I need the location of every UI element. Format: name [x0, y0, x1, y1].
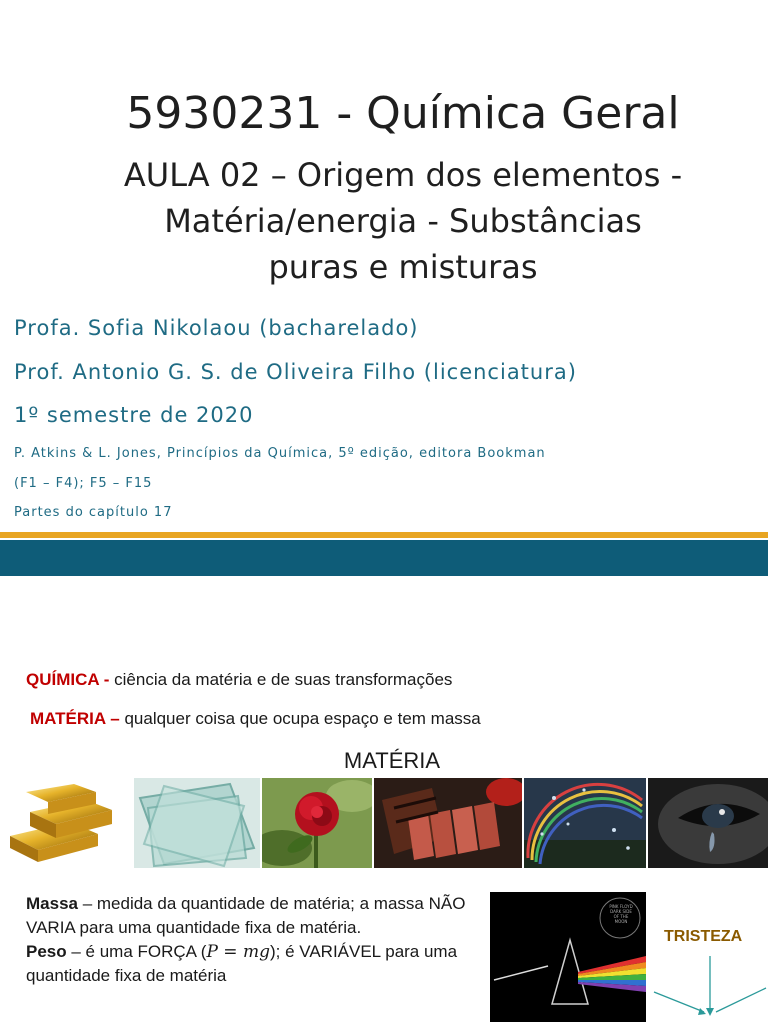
gold-bars-image — [0, 778, 132, 868]
materia-term: MATÉRIA – — [30, 709, 125, 728]
subtitle-line-3: puras e misturas — [268, 248, 538, 286]
dark-side-album-image — [490, 892, 646, 1022]
content-slide — [0, 576, 768, 1024]
accent-band-teal — [0, 540, 768, 576]
weight-formula: P = mg — [206, 942, 270, 962]
semester: 1º semestre de 2020 — [14, 403, 254, 427]
author-1: Profa. Sofia Nikolaou (bacharelado) — [14, 316, 419, 340]
massa-peso-text — [26, 892, 476, 988]
quimica-term: QUÍMICA - — [26, 670, 115, 689]
tristeza-label: TRISTEZA — [664, 928, 743, 945]
peso-term: Peso — [26, 942, 67, 961]
reference-book: P. Atkins & L. Jones, Princípios da Química, 5º edição, editora Bookman — [14, 446, 546, 461]
subtitle-line-2: Matéria/energia - Substâncias — [164, 202, 642, 240]
teardrop-eye-image — [648, 778, 768, 868]
rainbow-rain-image — [524, 778, 646, 868]
course-title: 5930231 - Química Geral — [126, 88, 680, 139]
glass-plates-image — [134, 778, 260, 868]
massa-definition: – medida da quantidade de matéria; a massa NÃO VARIA para uma quantidade fixa de matéria. — [26, 894, 466, 937]
album-cover-text: PINK FLOYD DARK SIDE OF THE MOON — [609, 904, 633, 924]
quimica-text: ciência da matéria e de suas transformações — [114, 670, 453, 689]
tristeza-arrows — [640, 952, 768, 1024]
reference-chapter: Partes do capítulo 17 — [14, 505, 173, 520]
sliced-steak-image — [374, 778, 522, 868]
subtitle-line-1: AULA 02 – Origem dos elementos - — [123, 156, 683, 194]
reference-range: (F1 – F4); F5 – F15 — [14, 476, 153, 491]
materia-definition — [30, 709, 481, 729]
peso-definition-end: ); é VARIÁVEL para uma quantidade fixa de matéria — [26, 942, 458, 985]
materia-heading: MATÉRIA — [343, 748, 441, 773]
quimica-definition — [26, 670, 452, 690]
materia-text: qualquer coisa que ocupa espaço e tem massa — [124, 709, 481, 728]
red-rose-image — [262, 778, 372, 868]
lecture-subtitle — [0, 152, 768, 290]
author-2: Prof. Antonio G. S. de Oliveira Filho (licenciatura) — [14, 360, 577, 384]
peso-definition-start: – é uma FORÇA ( — [66, 942, 207, 961]
massa-term: Massa — [26, 894, 78, 913]
